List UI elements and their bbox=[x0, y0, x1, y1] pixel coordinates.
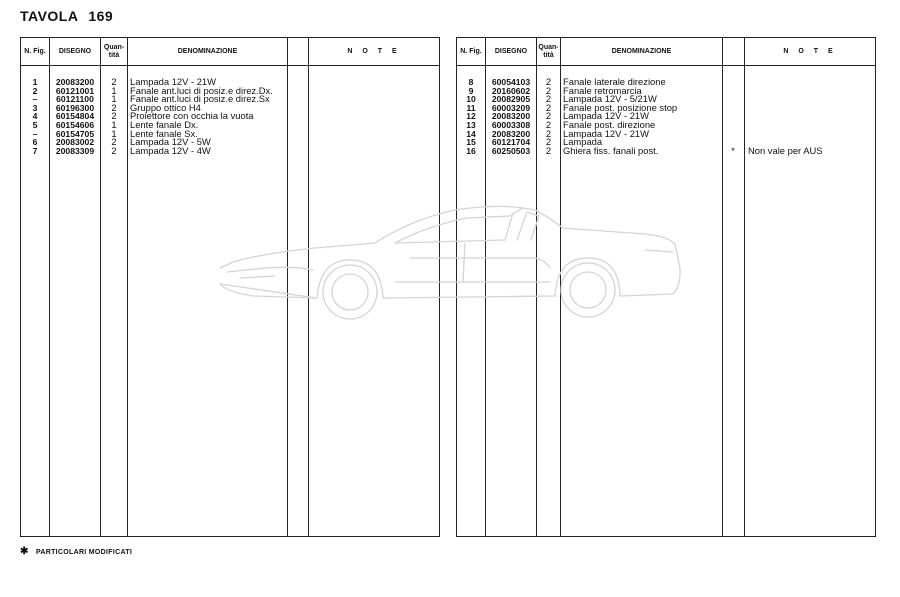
col-header-qty: Quan- tità bbox=[103, 43, 125, 59]
cell-code: 60154606 bbox=[55, 119, 95, 130]
cell-desc: Lampada 12V - 5W bbox=[130, 136, 211, 148]
cell-desc: Proiettore con occhia la vuota bbox=[130, 110, 254, 122]
cell-code: 60121100 bbox=[56, 94, 94, 105]
parts-table-right bbox=[456, 37, 876, 537]
cell-code: 60054103 bbox=[491, 77, 531, 87]
cell-desc: Fanale laterale direzione bbox=[563, 76, 666, 87]
cell-desc: Lente fanale Dx. bbox=[130, 118, 199, 130]
cell-code: 20160602 bbox=[491, 85, 531, 96]
cell-qty: 2 bbox=[111, 101, 117, 113]
cell-qty: 1 bbox=[111, 93, 117, 105]
cell-code: 20083002 bbox=[55, 137, 95, 148]
cell-code: 20082905 bbox=[491, 94, 531, 105]
col-header-desc: DENOMINAZIONE bbox=[611, 47, 672, 55]
cell-fig: 5 bbox=[32, 119, 38, 130]
cell-qty: 2 bbox=[111, 110, 117, 122]
cell-fig: 15 bbox=[466, 137, 476, 148]
cell-qty: 2 bbox=[545, 101, 552, 113]
cell-code: 20083309 bbox=[55, 145, 95, 156]
cell-qty: 2 bbox=[111, 76, 117, 87]
cell-desc: Fanale post. direzione bbox=[563, 118, 656, 130]
cell-code: 60196300 bbox=[55, 102, 95, 113]
footer-label: PARTICOLARI MODIFICATI bbox=[35, 549, 133, 556]
cell-qty: 1 bbox=[111, 118, 117, 130]
cell-qty: 2 bbox=[545, 76, 552, 87]
cell-qty: 1 bbox=[111, 127, 117, 139]
table-row bbox=[21, 144, 439, 156]
cell-code: 60003308 bbox=[491, 119, 531, 130]
cell-fig: – bbox=[32, 94, 38, 105]
cell-qty: 2 bbox=[111, 144, 117, 156]
cell-fig: 3 bbox=[32, 102, 38, 113]
cell-qty: 2 bbox=[545, 110, 552, 122]
col-header-qty: Quan- tità bbox=[538, 43, 559, 59]
col-header-fig: N. Fig. bbox=[460, 47, 482, 55]
cell-code: 60121001 bbox=[55, 85, 95, 96]
rows-left bbox=[21, 78, 439, 155]
cell-fig: 4 bbox=[32, 111, 38, 122]
cell-qty: 1 bbox=[111, 84, 117, 96]
cell-code: 60154705 bbox=[55, 128, 95, 139]
cell-code: 60250503 bbox=[491, 145, 531, 156]
col-header-desc: DENOMINAZIONE bbox=[177, 47, 238, 55]
cell-fig: – bbox=[32, 128, 38, 139]
cell-fig: 12 bbox=[466, 111, 476, 122]
cell-fig: 1 bbox=[32, 77, 38, 87]
cell-code: 20083200 bbox=[491, 111, 531, 122]
cell-qty: 2 bbox=[545, 136, 552, 148]
cell-fig: 9 bbox=[468, 85, 474, 96]
cell-fig: 8 bbox=[468, 77, 474, 87]
cell-desc: Lampada 12V - 21W bbox=[563, 127, 649, 139]
table-row bbox=[457, 144, 875, 156]
rows-right bbox=[457, 78, 875, 155]
cell-desc: Fanale post. posizione stop bbox=[563, 101, 678, 113]
asterisk-icon: ✱ bbox=[20, 546, 29, 557]
col-header-code: DISEGNO bbox=[58, 47, 92, 55]
cell-mark: * bbox=[731, 144, 735, 156]
cell-fig: 16 bbox=[466, 145, 476, 156]
parts-table-left bbox=[20, 37, 440, 537]
col-header-note: N O T E bbox=[783, 47, 837, 55]
cell-code: 20083200 bbox=[491, 128, 531, 139]
cell-qty: 2 bbox=[545, 118, 552, 130]
cell-desc: Lampada 12V - 4W bbox=[130, 144, 211, 156]
cell-fig: 2 bbox=[32, 85, 38, 96]
page-title bbox=[20, 8, 113, 24]
cell-fig: 14 bbox=[466, 128, 476, 139]
cell-desc: Fanale ant.luci di posiz.e direz.Sx bbox=[130, 93, 270, 105]
plate-label: TAVOLA bbox=[20, 8, 78, 24]
cell-fig: 13 bbox=[466, 119, 476, 130]
cell-desc: Ghiera fiss. fanali post. bbox=[563, 144, 659, 156]
col-header-note: N O T E bbox=[347, 47, 401, 55]
cell-desc: Fanale retromarcia bbox=[563, 84, 642, 96]
cell-desc: Lampada 12V - 5/21W bbox=[563, 93, 657, 105]
cell-qty: 2 bbox=[545, 93, 552, 105]
cell-code: 60121704 bbox=[491, 137, 531, 148]
cell-desc: Gruppo ottico H4 bbox=[130, 101, 201, 113]
cell-fig: 6 bbox=[32, 137, 38, 148]
cell-code: 60154804 bbox=[55, 111, 95, 122]
cell-desc: Lampada 12V - 21W bbox=[130, 76, 216, 87]
cell-desc: Lampada 12V - 21W bbox=[563, 110, 649, 122]
cell-code: 20083200 bbox=[55, 77, 95, 87]
cell-desc: Lente fanale Sx. bbox=[130, 127, 198, 139]
col-header-code: DISEGNO bbox=[494, 47, 528, 55]
cell-qty: 2 bbox=[111, 136, 117, 148]
cell-desc: Fanale ant.luci di posiz.e direz.Dx. bbox=[130, 84, 273, 96]
cell-fig: 7 bbox=[32, 145, 38, 156]
cell-qty: 2 bbox=[545, 127, 552, 139]
cell-code: 60003209 bbox=[491, 102, 531, 113]
footer-legend bbox=[20, 546, 132, 557]
cell-fig: 11 bbox=[466, 102, 476, 113]
cell-qty: 2 bbox=[545, 84, 552, 96]
cell-desc: Lampada bbox=[563, 136, 603, 148]
plate-number: 169 bbox=[88, 8, 114, 24]
cell-qty: 2 bbox=[545, 144, 552, 156]
col-header-fig: N. Fig. bbox=[24, 47, 46, 55]
cell-fig: 10 bbox=[466, 94, 476, 105]
cell-note: Non vale per AUS bbox=[748, 144, 823, 156]
